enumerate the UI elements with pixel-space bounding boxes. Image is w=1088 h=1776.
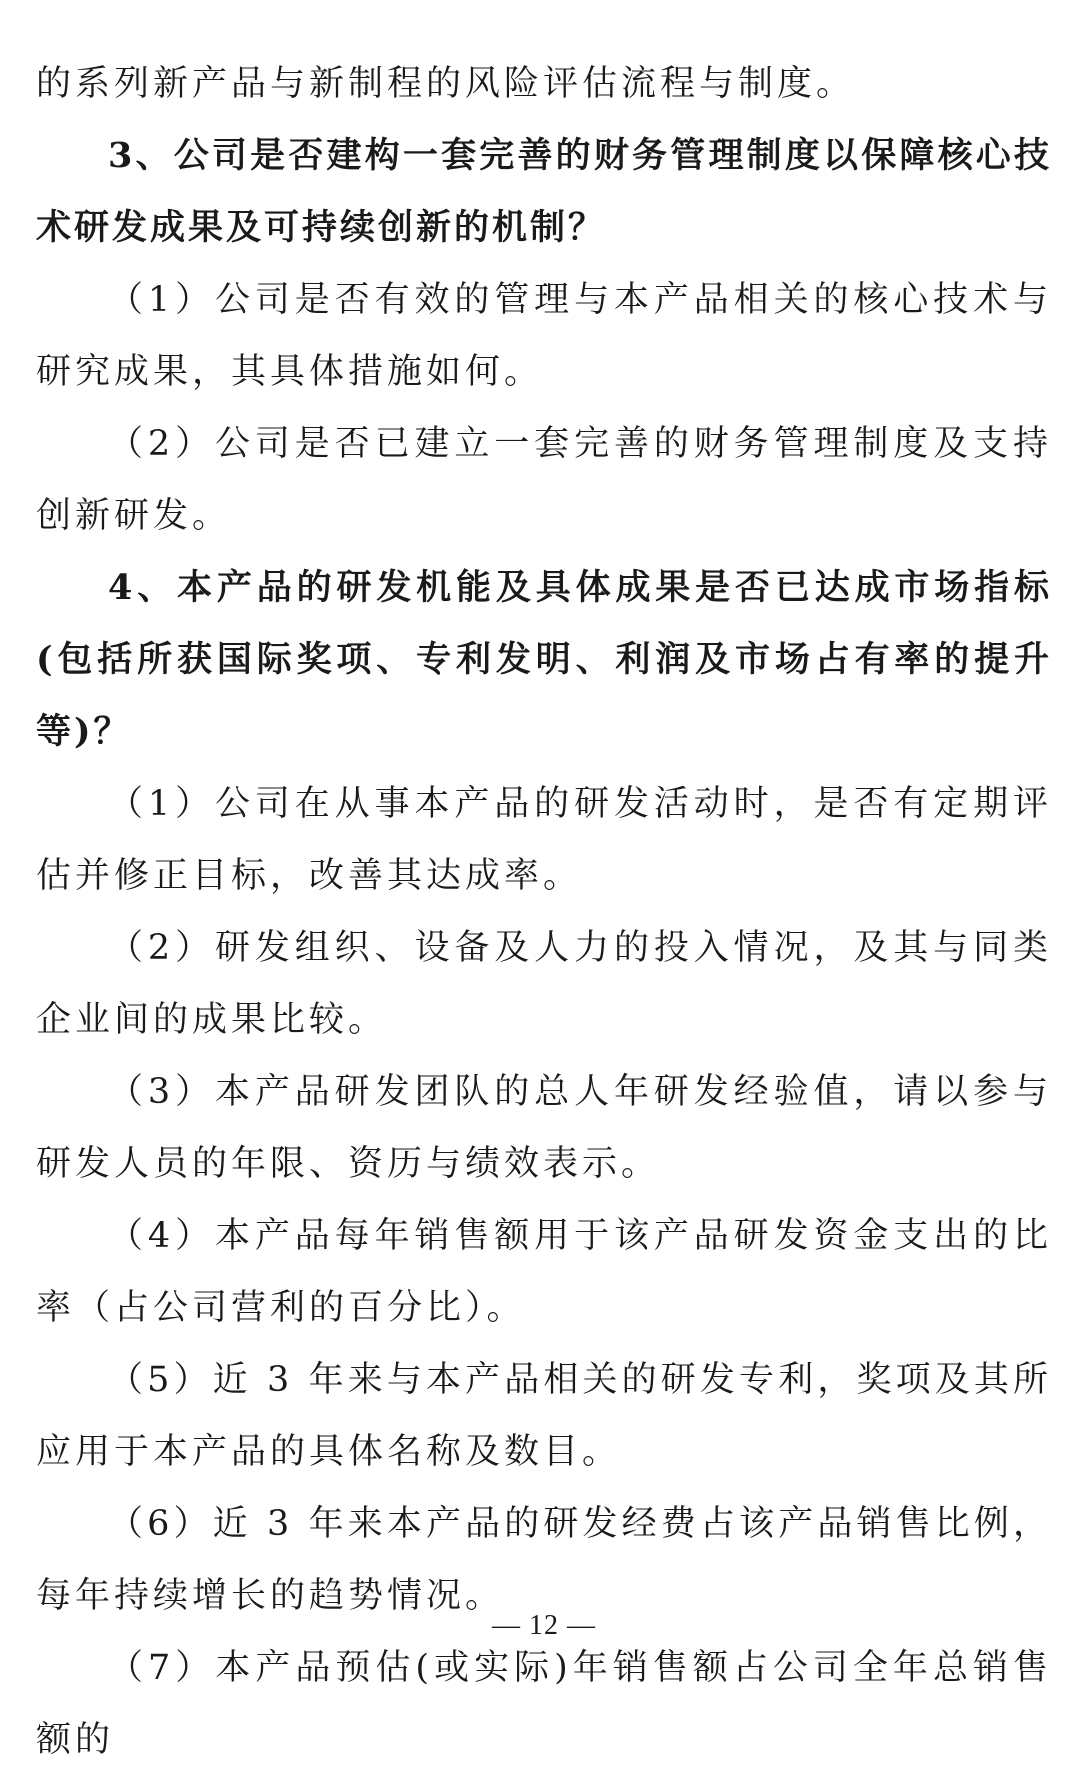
page-number: — 12 — [492,1610,596,1641]
list-item-4-3: （3）本产品研发团队的总人年研发经验值，请以参与研发人员的年限、资历与绩效表示。 [36,1072,1052,1184]
document-page [36,48,1052,1776]
list-item-4-7: （7）本产品预估(或实际)年销售额占公司全年总销售额的 [36,1648,1052,1760]
list-item-3-2: （2）公司是否已建立一套完善的财务管理制度及支持创新研发。 [36,424,1052,536]
section-heading-3: 3、公司是否建构一套完善的财务管理制度以保障核心技术研发成果及可持续创新的机制？ [36,135,1052,248]
list-item-3-1: （1）公司是否有效的管理与本产品相关的核心技术与研究成果，其具体措施如何。 [36,280,1052,392]
paragraph-0: 的系列新产品与新制程的风险评估流程与制度。 [36,64,856,104]
list-item-4-1: （1）公司在从事本产品的研发活动时，是否有定期评估并修正目标，改善其达成率。 [36,784,1052,896]
list-item-4-5: （5）近 3 年来与本产品相关的研发专利，奖项及其所应用于本产品的具体名称及数目。 [36,1360,1052,1472]
list-item-4-4: （4）本产品每年销售额用于该产品研发资金支出的比率（占公司营利的百分比）。 [36,1216,1052,1328]
list-item-4-6: （6）近 3 年来本产品的研发经费占该产品销售比例，每年持续增长的趋势情况。 [36,1504,1052,1616]
section-heading-4: 4、本产品的研发机能及具体成果是否已达成市场指标(包括所获国际奖项、专利发明、利润及市场占有率的提升等)？ [36,567,1052,752]
list-item-4-2: （2）研发组织、设备及人力的投入情况，及其与同类企业间的成果比较。 [36,928,1052,1040]
